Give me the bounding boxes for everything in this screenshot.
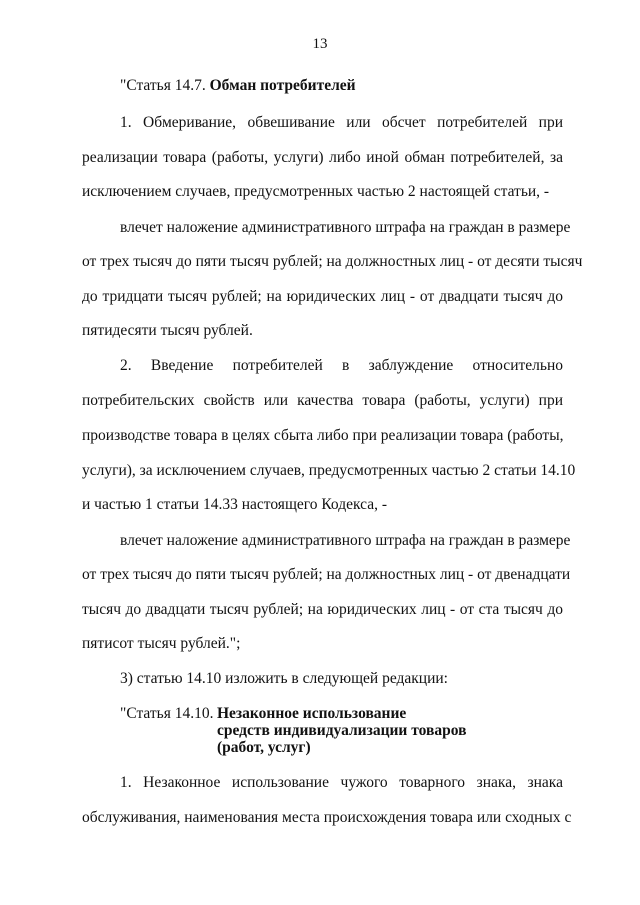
paragraph-line: потребительских свойств или качества товара (работы, услуги) при [82, 392, 563, 409]
paragraph-line: 1. Незаконное использование чужого товарного знака, знака [120, 774, 563, 791]
paragraph-line: исключением случаев, предусмотренных частью 2 настоящей статьи, - [82, 183, 550, 200]
paragraph-line: пятидесяти тысяч рублей. [82, 322, 253, 339]
paragraph-line: 1. Обмеривание, обвешивание или обсчет потребителей при [120, 114, 563, 131]
item-3-text: 3) статью 14.10 изложить в следующей редакции: [120, 670, 448, 687]
paragraph-line: пятисот тысяч рублей."; [82, 635, 241, 652]
paragraph-line: влечет наложение административного штрафа на граждан в размере [120, 219, 571, 236]
paragraph-line: до тридцати тысяч рублей; на юридических лиц - от двадцати тысяч до [82, 288, 563, 305]
paragraph-line: тысяч до двадцати тысяч рублей; на юридических лиц - от ста тысяч до [82, 601, 563, 618]
article-14-10-title-line: Незаконное использование [217, 705, 407, 722]
paragraph-line: услуги), за исключением случаев, предусмотренных частью 2 статьи 14.10 [82, 462, 576, 479]
paragraph-line: производстве товара в целях сбыта либо при реализации товара (работы, [82, 427, 564, 444]
paragraph-line: 2. Введение потребителей в заблуждение относительно [120, 357, 563, 374]
page-number: 13 [312, 36, 328, 52]
article-14-10-prefix: "Статья 14.10. [120, 705, 214, 722]
paragraph-line: от трех тысяч до пяти тысяч рублей; на должностных лиц - от десяти тысяч [82, 253, 583, 270]
paragraph-line: от трех тысяч до пяти тысяч рублей; на должностных лиц - от двенадцати [82, 566, 571, 583]
paragraph-line: реализации товара (работы, услуги) либо иной обман потребителей, за [82, 149, 563, 166]
article-14-7-prefix: "Статья 14.7. [120, 77, 210, 94]
article-14-10-title-line: (работ, услуг) [217, 739, 311, 756]
paragraph-line: обслуживания, наименования места происхождения товара или сходных с [82, 809, 572, 826]
paragraph-line: влечет наложение административного штрафа на граждан в размере [120, 532, 571, 549]
article-14-10-title-line: средств индивидуализации товаров [217, 722, 467, 739]
paragraph-line: и частью 1 статьи 14.33 настоящего Кодекса, - [82, 496, 387, 513]
article-14-7-heading [120, 76, 563, 96]
article-14-7-title: Обман потребителей [209, 77, 356, 94]
